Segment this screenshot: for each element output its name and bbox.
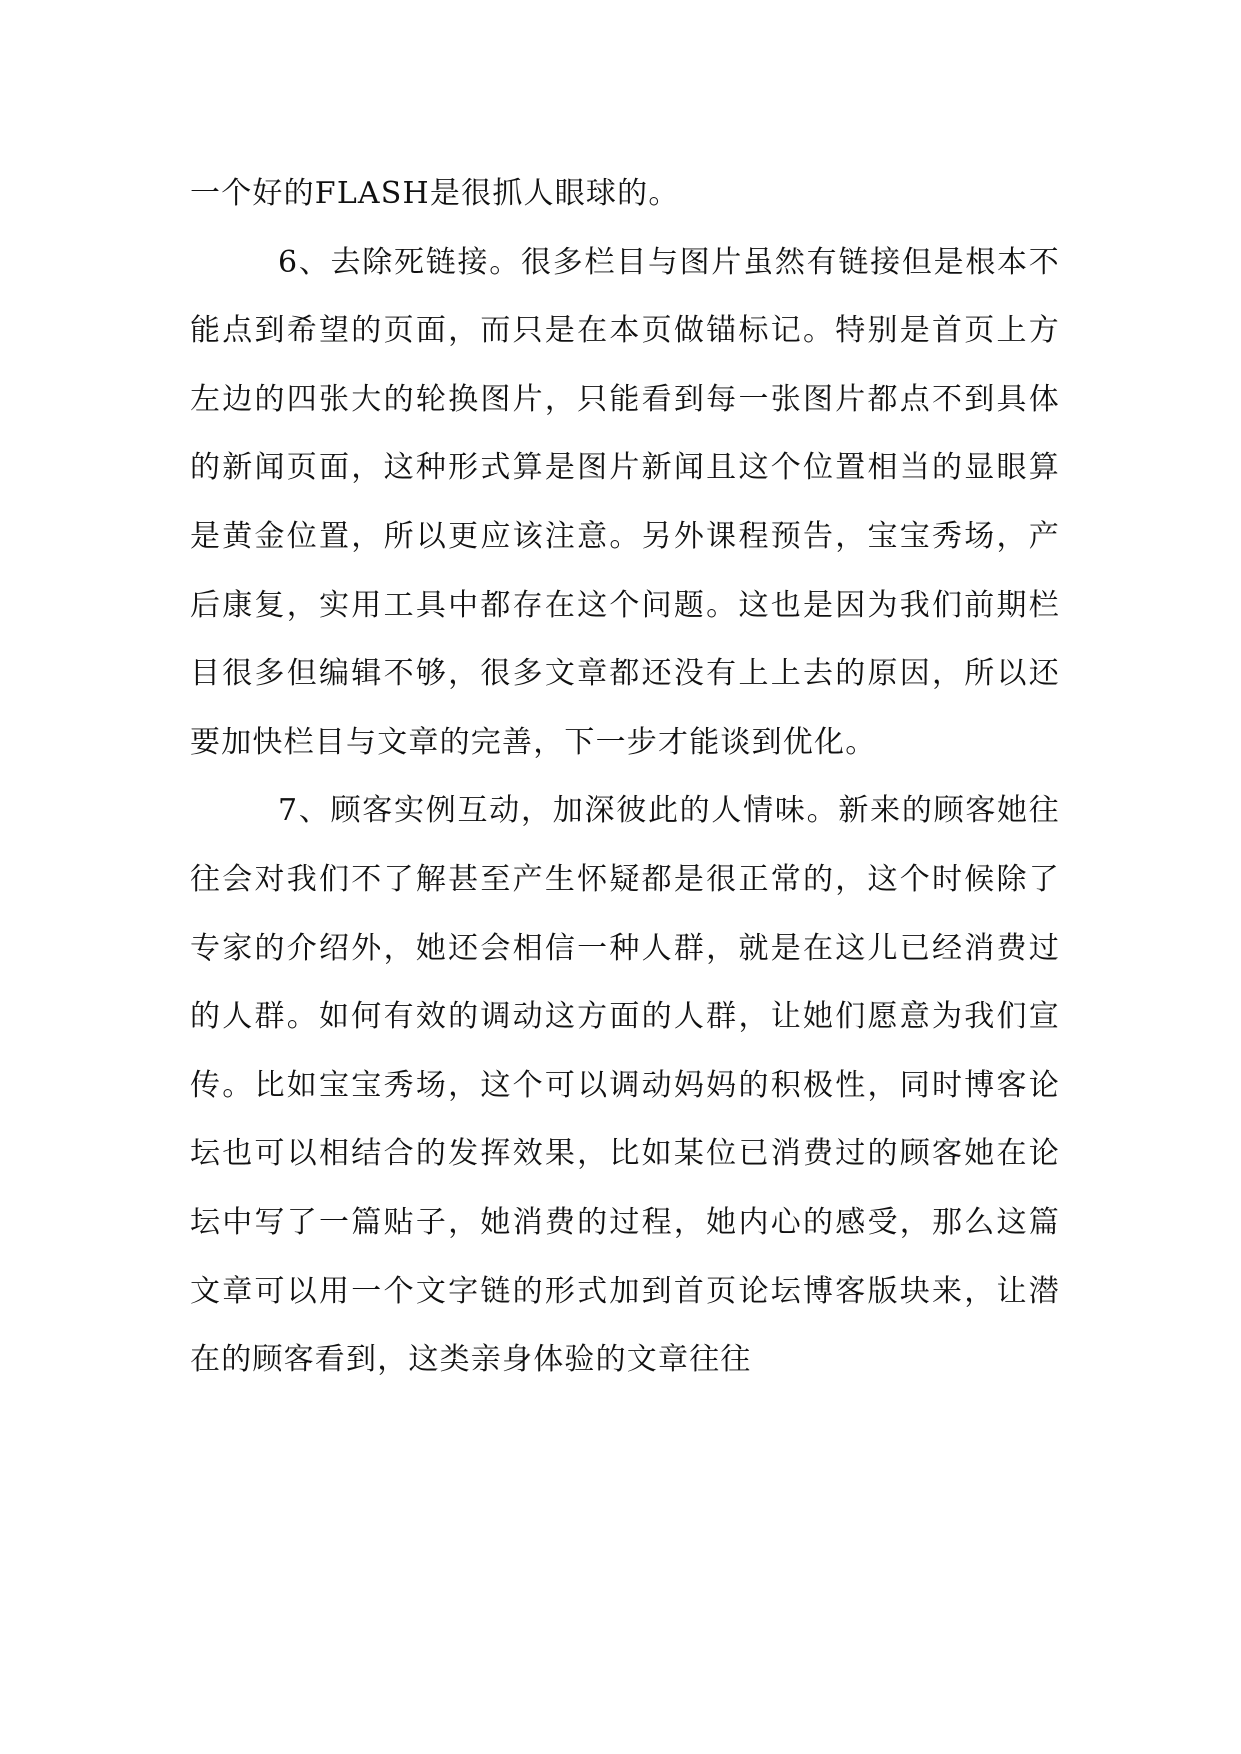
body-text <box>190 160 1060 1395</box>
paragraph-flash-continuation: 一个好的FLASH是很抓人眼球的。 <box>190 176 680 211</box>
paragraph-customer-interaction: 7、顾客实例互动，加深彼此的人情味。新来的顾客她往往会对我们不了解甚至产生怀疑都是很正常的，这个时候除了专家的介绍外，她还会相信一种人群，就是在这儿已经消费过的人群。如何有效的调动这方面的人群，让她们愿意为我们宣传。比如宝宝秀场，这个可以调动妈妈的积极性，同时博客论坛也可以相结合的发挥效果，比如某位已消费过的顾客她在论坛中写了一篇贴子，她消费的过程，她内心的感受，那么这篇文章可以用一个文字链的形式加到首页论坛博客版块来，让潜在的顾客看到，这类亲身体验的文章往往 <box>190 793 1060 1378</box>
paragraph-dead-links: 6、去除死链接。很多栏目与图片虽然有链接但是根本不能点到希望的页面，而只是在本页做锚标记。特别是首页上方左边的四张大的轮换图片，只能看到每一张图片都点不到具体的新闻页面，这种形式算是图片新闻且这个位置相当的显眼算是黄金位置，所以更应该注意。另外课程预告，宝宝秀场，产后康复，实用工具中都存在这个问题。这也是因为我们前期栏目很多但编辑不够，很多文章都还没有上上去的原因，所以还要加快栏目与文章的完善，下一步才能谈到优化。 <box>190 244 1060 760</box>
